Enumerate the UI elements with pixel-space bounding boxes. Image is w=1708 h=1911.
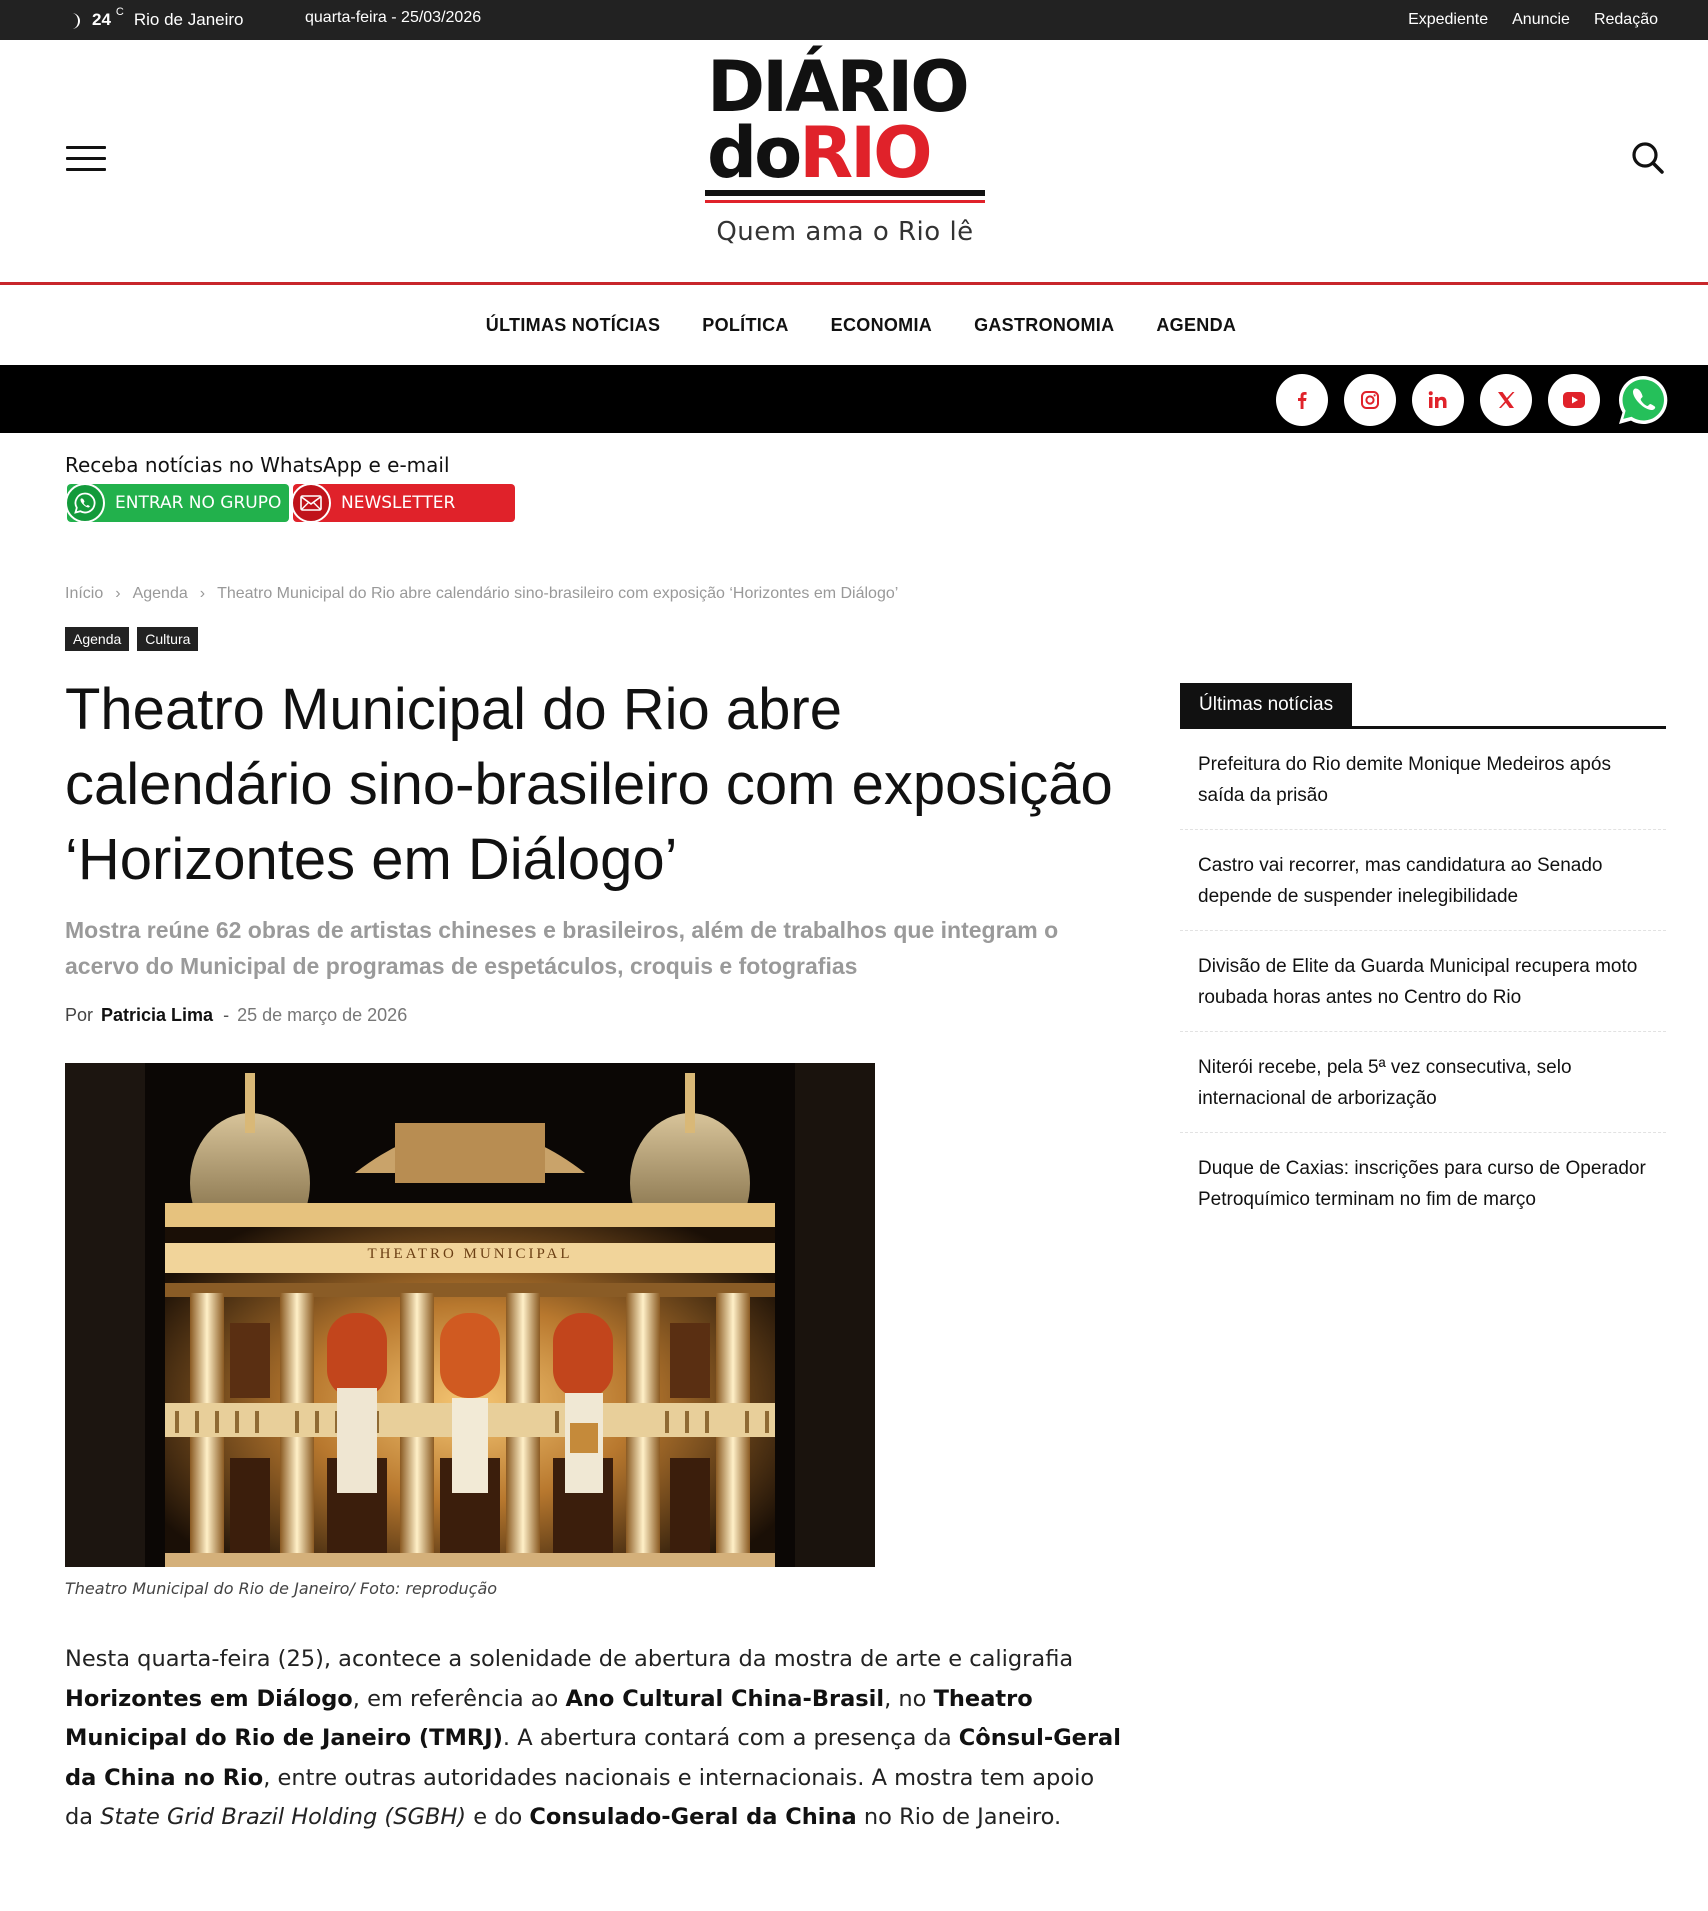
top-bar — [0, 0, 1708, 40]
bold-text: Horizontes em Diálogo — [65, 1685, 353, 1712]
logo-line1: DIÁRIO — [707, 46, 967, 128]
image-caption: Theatro Municipal do Rio de Janeiro/ Foto: reprodução — [65, 1579, 498, 1598]
newsletter-button[interactable] — [293, 484, 515, 522]
logo-line2: doRIO — [707, 112, 930, 194]
youtube-icon[interactable] — [1548, 374, 1600, 426]
latest-news-item[interactable]: Castro vai recorrer, mas candidatura ao Senado depende de suspender inelegibilidade — [1180, 830, 1666, 931]
subscribe-label: Receba notícias no WhatsApp e e-mail — [65, 453, 450, 477]
facebook-icon[interactable] — [1276, 374, 1328, 426]
whatsapp-icon[interactable] — [1616, 373, 1670, 427]
site-logo[interactable] — [705, 46, 985, 274]
latest-news-item[interactable]: Prefeitura do Rio demite Monique Medeiros após saída da prisão — [1180, 729, 1666, 830]
whatsapp-group-button[interactable] — [67, 484, 289, 522]
nav-economia[interactable]: ECONOMIA — [830, 314, 933, 335]
weather-widget — [70, 0, 244, 40]
article-byline: Por Patricia Lima - 25 de março de 2026 — [65, 1005, 408, 1025]
article-title: Theatro Municipal do Rio abre calendário sino-brasileiro com exposição ‘Horizontes em Diálogo’ — [65, 677, 1113, 892]
latest-news-item[interactable]: Divisão de Elite da Guarda Municipal recupera moto roubada horas antes no Centro do Rio — [1180, 931, 1666, 1032]
instagram-icon[interactable] — [1344, 374, 1396, 426]
breadcrumb — [65, 585, 898, 603]
link-anuncie[interactable]: Anuncie — [1512, 11, 1570, 28]
bold-text: Ano Cultural China-Brasil — [565, 1685, 885, 1712]
top-links — [1408, 0, 1658, 40]
breadcrumb-current: Theatro Municipal do Rio abre calendário sino-brasileiro com exposição ‘Horizontes em Diálogo’ — [217, 585, 899, 602]
link-redacao[interactable]: Redação — [1593, 11, 1658, 28]
link-expediente[interactable]: Expediente — [1408, 11, 1489, 28]
latest-news-item[interactable]: Niterói recebe, pela 5ª vez consecutiva, selo internacional de arborização — [1180, 1032, 1666, 1133]
sidebar-header — [1180, 683, 1666, 729]
weather-city: Rio de Janeiro — [133, 10, 244, 29]
bold-text: Cônsul-Geral da China no Rio — [65, 1725, 1121, 1791]
whatsapp-group-label: ENTRAR NO GRUPO — [115, 493, 282, 513]
chevron-right-icon: › — [199, 585, 206, 602]
linkedin-icon[interactable] — [1412, 374, 1464, 426]
author-link[interactable]: Patricia Lima — [101, 1005, 214, 1025]
nav-ultimas-noticias[interactable]: ÚLTIMAS NOTÍCIAS — [485, 314, 661, 335]
text-run: , em referência ao — [352, 1685, 566, 1712]
sidebar-title: Últimas notícias — [1180, 683, 1352, 726]
menu-icon[interactable] — [66, 146, 106, 176]
article-subtitle: Mostra reúne 62 obras de artistas chineses e brasileiros, além de trabalhos que integram o acervo do Municipal de programas de espetáculos, croquis e fotografias — [65, 917, 1059, 979]
temperature-unit: C — [115, 6, 124, 18]
search-icon[interactable] — [1630, 140, 1666, 176]
byline-prefix: Por — [65, 1005, 94, 1025]
article-body — [65, 1640, 1125, 1838]
publish-date: 25 de março de 2026 — [237, 1005, 408, 1025]
text-run: . A abertura contará com a presença da — [502, 1725, 959, 1751]
text-run: no Rio de Janeiro. — [856, 1804, 1062, 1830]
latest-news-list — [1180, 729, 1666, 1233]
x-icon[interactable] — [1480, 374, 1532, 426]
nav-politica[interactable]: POLÍTICA — [702, 314, 789, 335]
temperature: 24 — [92, 10, 111, 29]
text-run: , entre outras autoridades nacionais e internacionais. A mostra tem apoio da — [65, 1764, 1095, 1830]
moon-icon — [70, 13, 82, 27]
newsletter-label: NEWSLETTER — [341, 493, 456, 513]
italic-text: State Grid Brazil Holding (SGBH) — [100, 1804, 467, 1830]
category-tag-agenda[interactable]: Agenda — [65, 627, 129, 651]
current-date: quarta-feira - 25/03/2026 — [305, 9, 482, 26]
text-run: e do — [466, 1804, 530, 1830]
logo-tagline: Quem ama o Rio lê — [716, 217, 974, 247]
article-paragraph — [65, 1640, 1125, 1838]
article-image — [65, 1063, 875, 1567]
site-header — [0, 40, 1708, 284]
breadcrumb-section[interactable]: Agenda — [132, 585, 188, 602]
bold-text: Theatro Municipal do Rio de Janeiro (TMRJ) — [65, 1685, 1033, 1751]
svg-text:THEATRO MUNICIPAL: THEATRO MUNICIPAL — [367, 1246, 573, 1262]
category-tags — [65, 627, 198, 651]
breadcrumb-home[interactable]: Início — [65, 585, 104, 602]
text-run: , no — [884, 1685, 934, 1712]
nav-agenda[interactable]: AGENDA — [1156, 314, 1237, 335]
social-bar — [0, 365, 1708, 433]
nav-gastronomia[interactable]: GASTRONOMIA — [974, 314, 1115, 335]
category-tag-cultura[interactable]: Cultura — [137, 627, 198, 651]
bold-text: Consulado-Geral da China — [529, 1804, 857, 1830]
chevron-right-icon: › — [115, 585, 121, 602]
latest-news-item[interactable]: Duque de Caxias: inscrições para curso de Operador Petroquímico terminam no fim de março — [1198, 1158, 1646, 1210]
text-run: Nesta quarta-feira (25), acontece a solenidade de abertura da mostra de arte e caligrafia — [65, 1646, 1074, 1672]
whatsapp-icon — [65, 483, 105, 523]
main-nav — [0, 285, 1708, 365]
mail-icon — [291, 483, 331, 523]
